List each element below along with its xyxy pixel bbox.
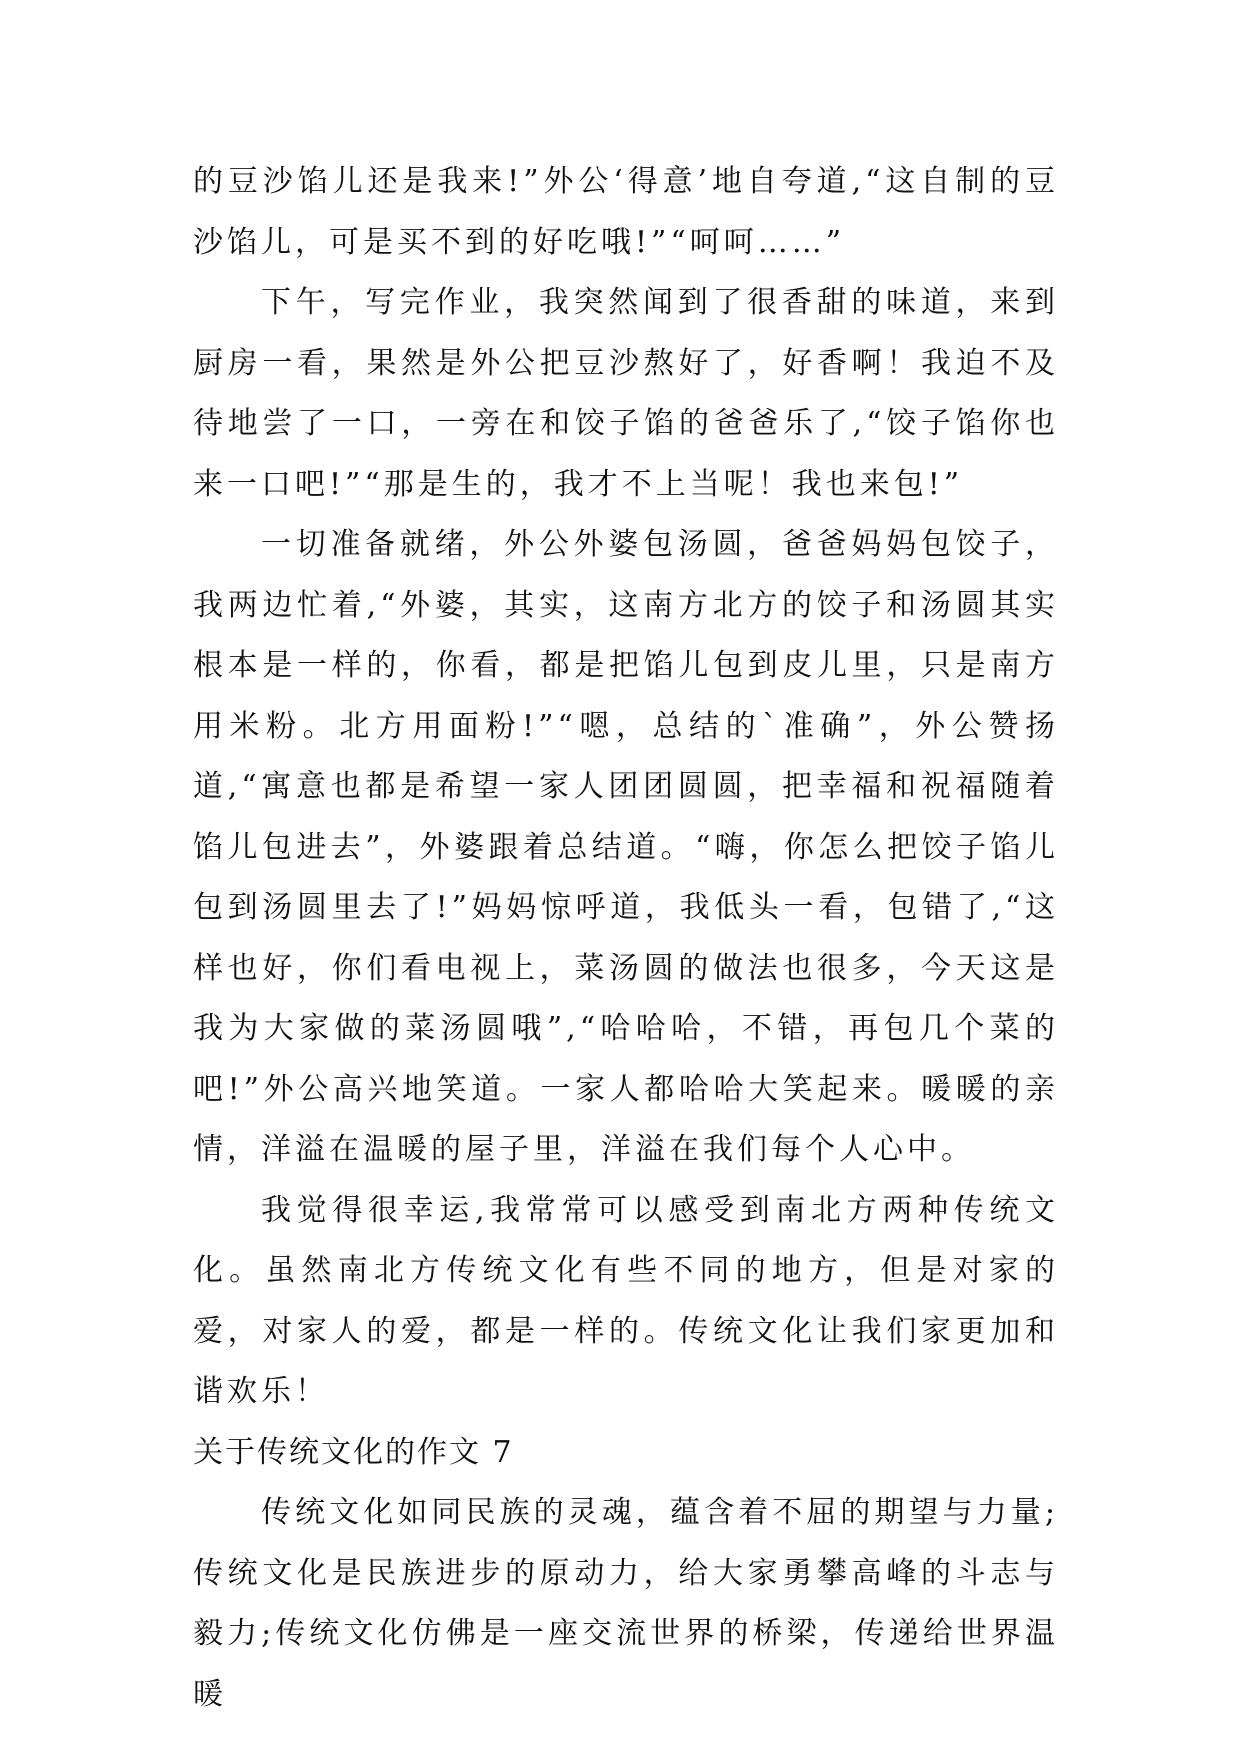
paragraph-2: 下午，写完作业，我突然闻到了很香甜的味道，来到厨房一看，果然是外公把豆沙熬好了，好香啊！我迫不及待地尝了一口，一旁在和饺子馅的爸爸乐了,“饺子馅你也来一口吧!”“那是生的，我才不上当呢！我也来包!” — [193, 285, 1059, 502]
paragraph-1: 的豆沙馅儿还是我来!”外公‘得意’地自夸道,“这自制的豆沙馅儿，可是买不到的好吃哦!”“呵呵……” — [193, 164, 1059, 260]
section-heading: 关于传统文化的作文 7 — [193, 1434, 514, 1470]
paragraph-4: 我觉得很幸运,我常常可以感受到南北方两种传统文化。虽然南北方传统文化有些不同的地方，但是对家的爱，对家人的爱，都是一样的。传统文化让我们家更加和谐欢乐！ — [193, 1192, 1059, 1409]
document-page — [193, 152, 1059, 1725]
paragraph-5: 传统文化如同民族的灵魂，蕴含着不屈的期望与力量;传统文化是民族进步的原动力，给大家勇攀高峰的斗志与毅力;传统文化仿佛是一座交流世界的桥梁，传递给世界温暖 — [193, 1495, 1059, 1712]
paragraph-3: 一切准备就绪，外公外婆包汤圆，爸爸妈妈包饺子，我两边忙着,“外婆，其实，这南方北方的饺子和汤圆其实根本是一样的，你看，都是把馅儿包到皮儿里，只是南方用米粉。北方用面粉!”“嗯，总结的`准确”，外公赞扬道,“寓意也都是希望一家人团团圆圆，把幸福和祝福随着馅儿包进去”，外婆跟着总结道。“嗨，你怎么把饺子馅儿包到汤圆里去了!”妈妈惊呼道，我低头一看，包错了,“这样也好，你们看电视上，菜汤圆的做法也很多，今天这是我为大家做的菜汤圆哦”,“哈哈哈，不错，再包几个菜的吧!”外公高兴地笑道。一家人都哈哈大笑起来。暖暖的亲情，洋溢在温暖的屋子里，洋溢在我们每个人心中。 — [193, 527, 1059, 1167]
